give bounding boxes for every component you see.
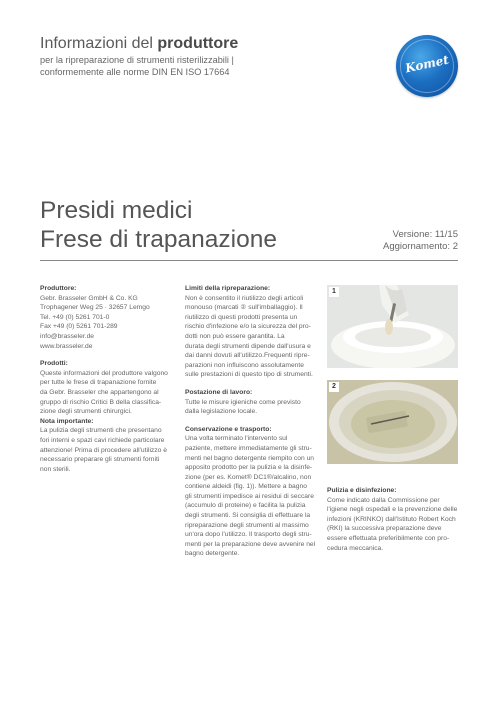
header-subtitle-line1: per la ripreparazione di strumenti risterilizzabili |: [40, 55, 234, 65]
text-line: sulle prestazioni di questo tipo di strumenti.: [185, 371, 313, 379]
text-line: l'igiene negli ospedali e la prevenzione delle: [327, 506, 458, 514]
text-line: dotti non può essere garantita. La: [185, 332, 285, 340]
text-line: degli strumenti. Si consiglia di effettuare la: [185, 512, 311, 520]
section-heading: Produttore:: [40, 285, 77, 292]
text-line: gruppo di rischio Critici B della classifica-: [40, 398, 162, 406]
text-line: necessario preparare gli strumenti forniti: [40, 456, 160, 464]
text-line: menti per la preparazione deve avvenire nel: [185, 540, 316, 548]
figure-2-label: 2: [329, 382, 339, 392]
text-line: zione degli strumenti chirurgici.: [40, 408, 132, 416]
document-title: [40, 196, 277, 254]
text-line: Fax +49 (0) 5261 701-289: [40, 323, 118, 331]
divider: [40, 260, 458, 261]
document-title-line1: Presidi medici: [40, 197, 193, 224]
text-line: per tutte le frese di trapanazione fornite: [40, 379, 157, 387]
text-line: essere effettuata preferibilmente con pro-: [327, 534, 450, 542]
section-heading: Conservazione e trasporto:: [185, 425, 272, 433]
text-line: fori interni e spazi cavi richiede particolare: [40, 436, 165, 444]
text-line: menti nel bagno detergente riempito con un: [185, 454, 315, 462]
text-line: Come indicato dalla Commissione per: [327, 496, 440, 504]
text-line: durata degli strumenti dipende dall'usura e: [185, 342, 311, 350]
text-line: bagno detergente.: [185, 550, 240, 558]
text-line: La pulizia degli strumenti che presentano: [40, 427, 162, 435]
figure-2-image: [327, 380, 458, 464]
section-heading: Pulizia e disinfezione:: [327, 487, 397, 494]
text-line: Trophagener Weg 25 · 32657 Lemgo: [40, 304, 150, 312]
text-line: un'ora dopo l'utilizzo. Il trasporto degli stru-: [185, 531, 312, 539]
text-line: monouso (marcati ② sull'imballaggio). Il: [185, 304, 303, 312]
section-heading: Limiti della ripreparazione:: [185, 285, 271, 292]
header-subtitle: [40, 54, 234, 78]
text-line: (RKI) la successiva preparazione deve: [327, 525, 442, 533]
text-line: riutilizzo di questi prodotti presenta un: [185, 313, 298, 321]
text-line: da Gebr. Brasseler che appartengono al: [40, 388, 159, 396]
document-title-line2: Frese di trapanazione: [40, 226, 277, 253]
text-line: gli strumenti impedisce ai residui di seccare: [185, 492, 314, 500]
column-3: [327, 486, 460, 553]
text-line: Gebr. Brasseler GmbH & Co. KG: [40, 294, 138, 302]
logo-text: Komet: [403, 52, 450, 76]
text-line: contiene aldeidi (fig. 1)). Mettere a bagno: [185, 483, 307, 491]
text-line: www.brasseler.de: [40, 342, 93, 350]
text-line: paziente, mettere immediatamente gli stru-: [185, 444, 312, 452]
text-line: dai danni dovuti all'utilizzo.Frequenti ripre-: [185, 352, 310, 360]
text-line: Non è consentito il riutilizzo degli articoli: [185, 294, 304, 302]
text-line: ripreparazione degli strumenti al massimo: [185, 521, 309, 529]
text-line: Queste informazioni del produttore valgono: [40, 369, 168, 377]
text-line: (accumulo di proteine) e facilita la pulizia: [185, 502, 306, 510]
text-line: infezioni (KRINKO) dall'Istituto Robert Koch: [327, 515, 456, 523]
section-heading: Postazione di lavoro:: [185, 388, 253, 396]
version-info: [383, 229, 458, 253]
text-line: apposito prodotto per la pulizia e la disinfe-: [185, 464, 313, 472]
text-line: Tutte le misure igieniche come previsto: [185, 398, 301, 406]
text-line: rischio d'infezione e/o la sicurezza del pro-: [185, 323, 311, 331]
text-line: dalla legislazione locale.: [185, 408, 258, 416]
figure-1-image: [327, 285, 458, 368]
header-title-bold: produttore: [157, 35, 239, 52]
section-heading: Nota importante:: [40, 417, 94, 425]
version-number: Versione: 11/15: [392, 229, 458, 240]
header-title: [40, 35, 238, 53]
update-number: Aggiornamento: 2: [383, 241, 458, 252]
text-line: parazioni non influiscono assolutamente: [185, 361, 304, 369]
header-title-prefix: Informazioni del: [40, 35, 153, 52]
text-line: Una volta terminato l'intervento sul: [185, 435, 288, 443]
header-subtitle-line2: conformemente alle norme DIN EN ISO 17664: [40, 67, 230, 77]
text-line: info@brasseler.de: [40, 332, 95, 340]
text-line: attenzione! Prima di procedere all'utilizzo è: [40, 446, 167, 454]
column-2: [185, 284, 320, 559]
komet-logo-icon: [396, 35, 458, 97]
text-line: zione (per es. Komet® DC1®/alcalino, non: [185, 473, 312, 481]
text-line: Tel. +49 (0) 5261 701-0: [40, 313, 110, 321]
section-heading: Prodotti:: [40, 360, 68, 368]
text-line: cedura meccanica.: [327, 544, 384, 552]
column-1: [40, 284, 170, 474]
text-line: non sterili.: [40, 465, 71, 473]
figure-1-label: 1: [329, 287, 339, 297]
